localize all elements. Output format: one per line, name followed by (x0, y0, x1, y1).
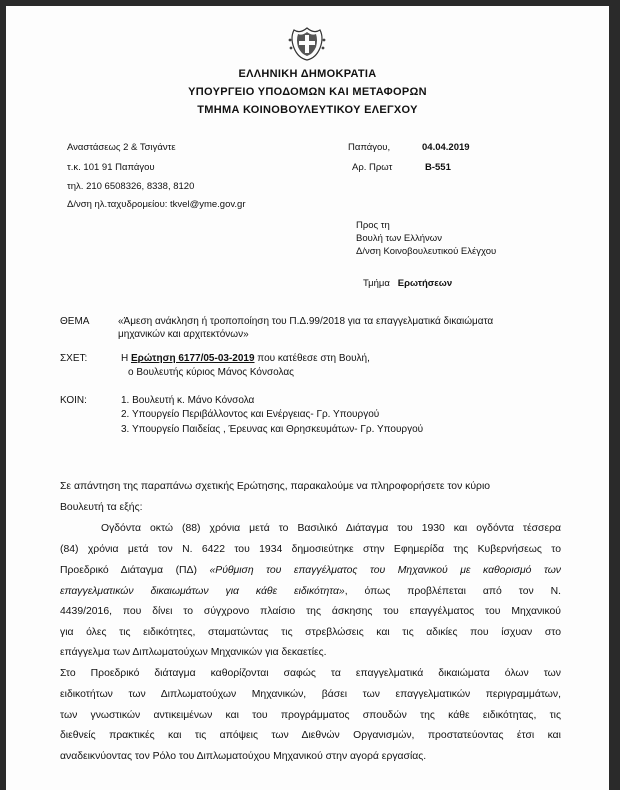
paragraph-1-line7: επάγγελμα των Διπλωματούχων Μηχανικών για δεκαετίες. (60, 647, 327, 658)
cc-item: 2. Υπουργείο Περιβάλλοντος και Ενέργειας- Γρ. Υπουργού (121, 409, 380, 420)
paragraph-1-line3: Προεδρικό Διάταγμα (ΠΔ) «Ρύθμιση του επαγγέλματος του Μηχανικού με καθορισμό των (60, 565, 561, 576)
related-line1: Η Ερώτηση 6177/05-03-2019 που κατέθεσε στη Βουλή, (121, 353, 370, 364)
header-department: ΤΜΗΜΑ ΚΟΙΝΟΒΟΥΛΕΥΤΙΚΟΥ ΕΛΕΓΧΟΥ (197, 104, 418, 116)
paragraph-1-line1: Ογδόντα οκτώ (88) χρόνια μετά το Βασιλικό Διάταγμα του 1930 και ογδόντα τέσσερα (101, 523, 561, 534)
document-date: 04.04.2019 (422, 142, 470, 153)
paragraph-1-line4: επαγγελματικών δικαιωμάτων για κάθε ειδικότητα», όπως προβλέπεται από τον Ν. (60, 586, 561, 597)
paragraph-2-line1: Στο Προεδρικό διάταγμα καθορίζονται σαφώς τα επαγγελματικά δικαιώματα όλων των (60, 668, 561, 679)
paragraph-1-line5: 4439/2016, που δίνει το σύγχρονο πλαίσιο της άσκησης του επαγγέλματος του Μηχανικού (60, 606, 561, 617)
protocol-label: Αρ. Πρωτ (352, 162, 393, 173)
place-label: Παπάγου, (348, 142, 391, 153)
intro-line1: Σε απάντηση της παραπάνω σχετικής Ερώτησης, παρακαλούμε να πληροφορήσετε τον κύριο (60, 481, 491, 492)
paragraph-2-line3: των γνωστικών αντικειμένων και του προγράμματος σπουδών της κάθε ειδικότητας, τις (60, 710, 561, 721)
sender-address: Αναστάσεως 2 & Τσιγάντε (67, 142, 176, 153)
recipient-dept-row (363, 278, 452, 289)
paragraph-1-line2: (84) χρόνια μετά τον Ν. 6422 του 1934 δημοσιεύτηκε στην Εφημερίδα της Κυβερνήσεως το (60, 544, 561, 555)
paragraph-2-line4: διεθνείς πρακτικές και τις απόψεις των Διεθνών Οργανισμών, προστατεύοντας έτσι και (60, 730, 561, 741)
sender-postal: τ.κ. 101 91 Παπάγου (67, 162, 155, 173)
cc-item: 1. Βουλευτή κ. Μάνο Κόνσολα (121, 395, 255, 406)
paragraph-2-line5: αναδεικνύοντας τον Ρόλο του Διπλωματούχου Μηχανικού στην αγορά εργασίας. (60, 751, 427, 762)
recipient-line1: Βουλή των Ελλήνων (356, 233, 442, 244)
header-ministry: ΥΠΟΥΡΓΕΙΟ ΥΠΟΔΟΜΩΝ ΚΑΙ ΜΕΤΑΦΟΡΩΝ (188, 86, 427, 98)
paragraph-1-line6: για όλες τις ειδικότητες, σταματώντας τις στρεβλώσεις και τις αδικίες που ίσχυαν στο (60, 627, 561, 638)
sender-email-row (67, 199, 246, 210)
related-label: ΣΧΕΤ: (60, 353, 88, 364)
dept-name: Ερωτήσεων (397, 278, 453, 289)
cc-item: 3. Υπουργείο Παιδείας , Έρευνας και Θρησκευμάτων- Γρ. Υπουργού (121, 424, 424, 435)
cc-label: ΚΟΙΝ: (60, 395, 87, 406)
dept-label: Τμήμα (363, 278, 390, 289)
recipient-line2: Δ/νση Κοινοβουλευτικού Ελέγχου (356, 246, 497, 257)
document-page (6, 6, 609, 790)
sender-phones: τηλ. 210 6508326, 8338, 8120 (67, 181, 195, 192)
intro-line2: Βουλευτή τα εξής: (60, 502, 143, 513)
header-country: ΕΛΛΗΝΙΚΗ ΔΗΜΟΚΡΑΤΙΑ (238, 68, 377, 80)
email-label: Δ/νση ηλ.ταχυδρομείου: (67, 199, 168, 210)
subject-line1: «Άμεση ανάκληση ή τροποποίηση του Π.Δ.99/2018 για τα επαγγελματικά δικαιώματα (118, 316, 494, 327)
greek-coat-of-arms-emblem (286, 24, 328, 62)
subject-line2: μηχανικών και αρχιτεκτόνων» (118, 329, 249, 340)
question-reference: Ερώτηση 6177/05-03-2019 (131, 353, 255, 364)
recipient-to: Προς τη (356, 220, 390, 231)
related-line2: ο Βουλευτής κύριος Μάνος Κόνσολας (128, 367, 294, 378)
protocol-number: Β-551 (425, 162, 451, 173)
paragraph-2-line2: ειδικοτήτων των Διπλωματούχων Μηχανικών, βάσει των επαγγελματικών περιγραμμάτων, (60, 689, 561, 700)
email-address: tkvel@yme.gov.gr (170, 199, 246, 210)
subject-label: ΘΕΜΑ (60, 316, 90, 327)
